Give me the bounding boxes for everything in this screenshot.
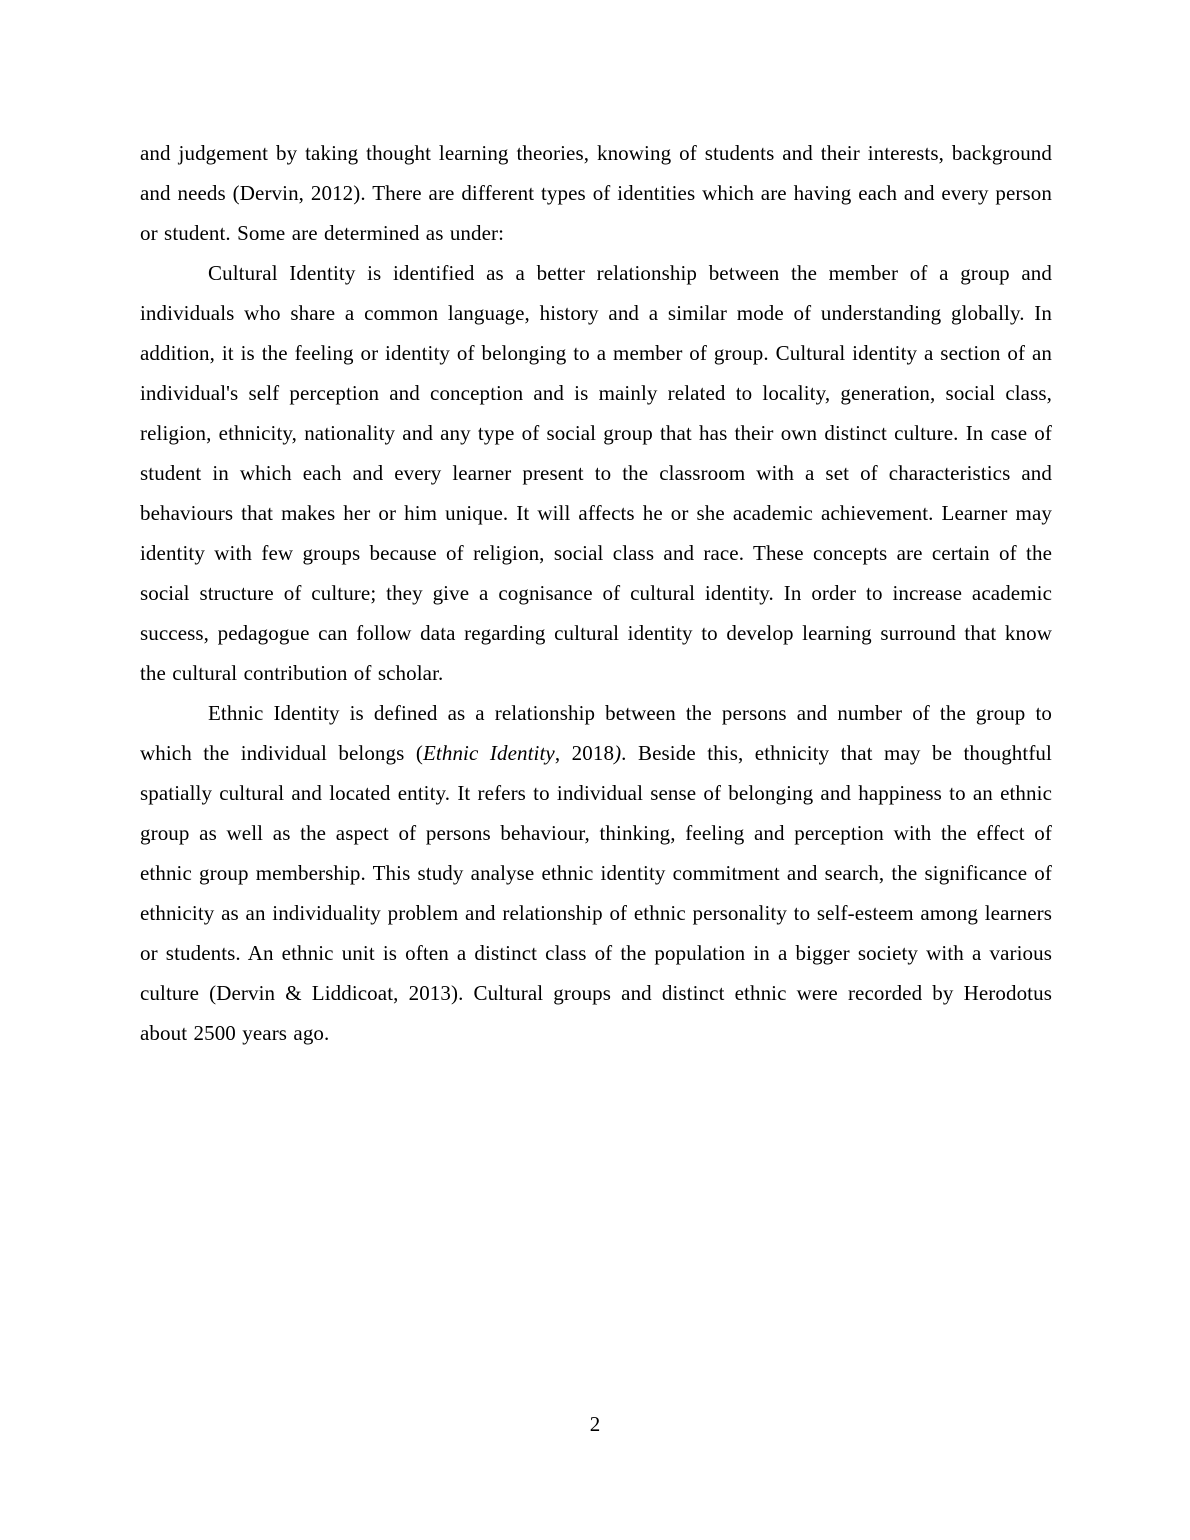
text-segment: and judgement by taking thought learning theories, knowing of students and their interests, background and needs (Dervin, 2012). There are different types of identities which are having each and every person or student. Some are determined as under: <box>140 141 1052 245</box>
text-segment: , 2018 <box>554 741 615 765</box>
document-body <box>140 133 1052 1053</box>
paragraph <box>140 133 1052 253</box>
italic-text-segment: Ethnic Identity <box>422 741 555 765</box>
text-segment: Cultural Identity is identified as a better relationship between the member of a group and individuals who share a common language, history and a similar mode of understanding globally. In addition, it is the feeling or identity of belonging to a member of group. Cultural identity a section of an individual's self perception and conception and is mainly related to locality, generation, social class, religion, ethnicity, nationality and any type of social group that has their own distinct culture. In case of student in which each and every learner present to the classroom with a set of characteristics and behaviours that makes her or him unique. It will affects he or she academic achievement. Learner may identity with few groups because of religion, social class and race. These concepts are certain of the social structure of culture; they give a cognisance of cultural identity. In order to increase academic success, pedagogue can follow data regarding cultural identity to develop learning surround that know the cultural contribution of scholar. <box>140 261 1052 685</box>
paragraph <box>140 693 1052 1053</box>
paragraph <box>140 253 1052 693</box>
page-number: 2 <box>589 1412 601 1436</box>
text-segment: . Beside this, ethnicity that may be thoughtful spatially cultural and located entity. It refers to individual sense of belonging and happiness to an ethnic group as well as the aspect of persons behaviour, thinking, feeling and perception with the effect of ethnic group membership. This study analyse ethnic identity commitment and search, the significance of ethnicity as an individuality problem and relationship of ethnic personality to self-esteem among learners or students. An ethnic unit is often a distinct class of the population in a bigger society with a various culture (Dervin & Liddicoat, 2013). Cultural groups and distinct ethnic were recorded by Herodotus about 2500 years ago. <box>140 741 1052 1045</box>
italic-text-segment: ) <box>614 741 622 765</box>
text-segment: Ethnic Identity is defined as a relationship between the persons and number of the group to which the individual belongs ( <box>140 701 1052 765</box>
